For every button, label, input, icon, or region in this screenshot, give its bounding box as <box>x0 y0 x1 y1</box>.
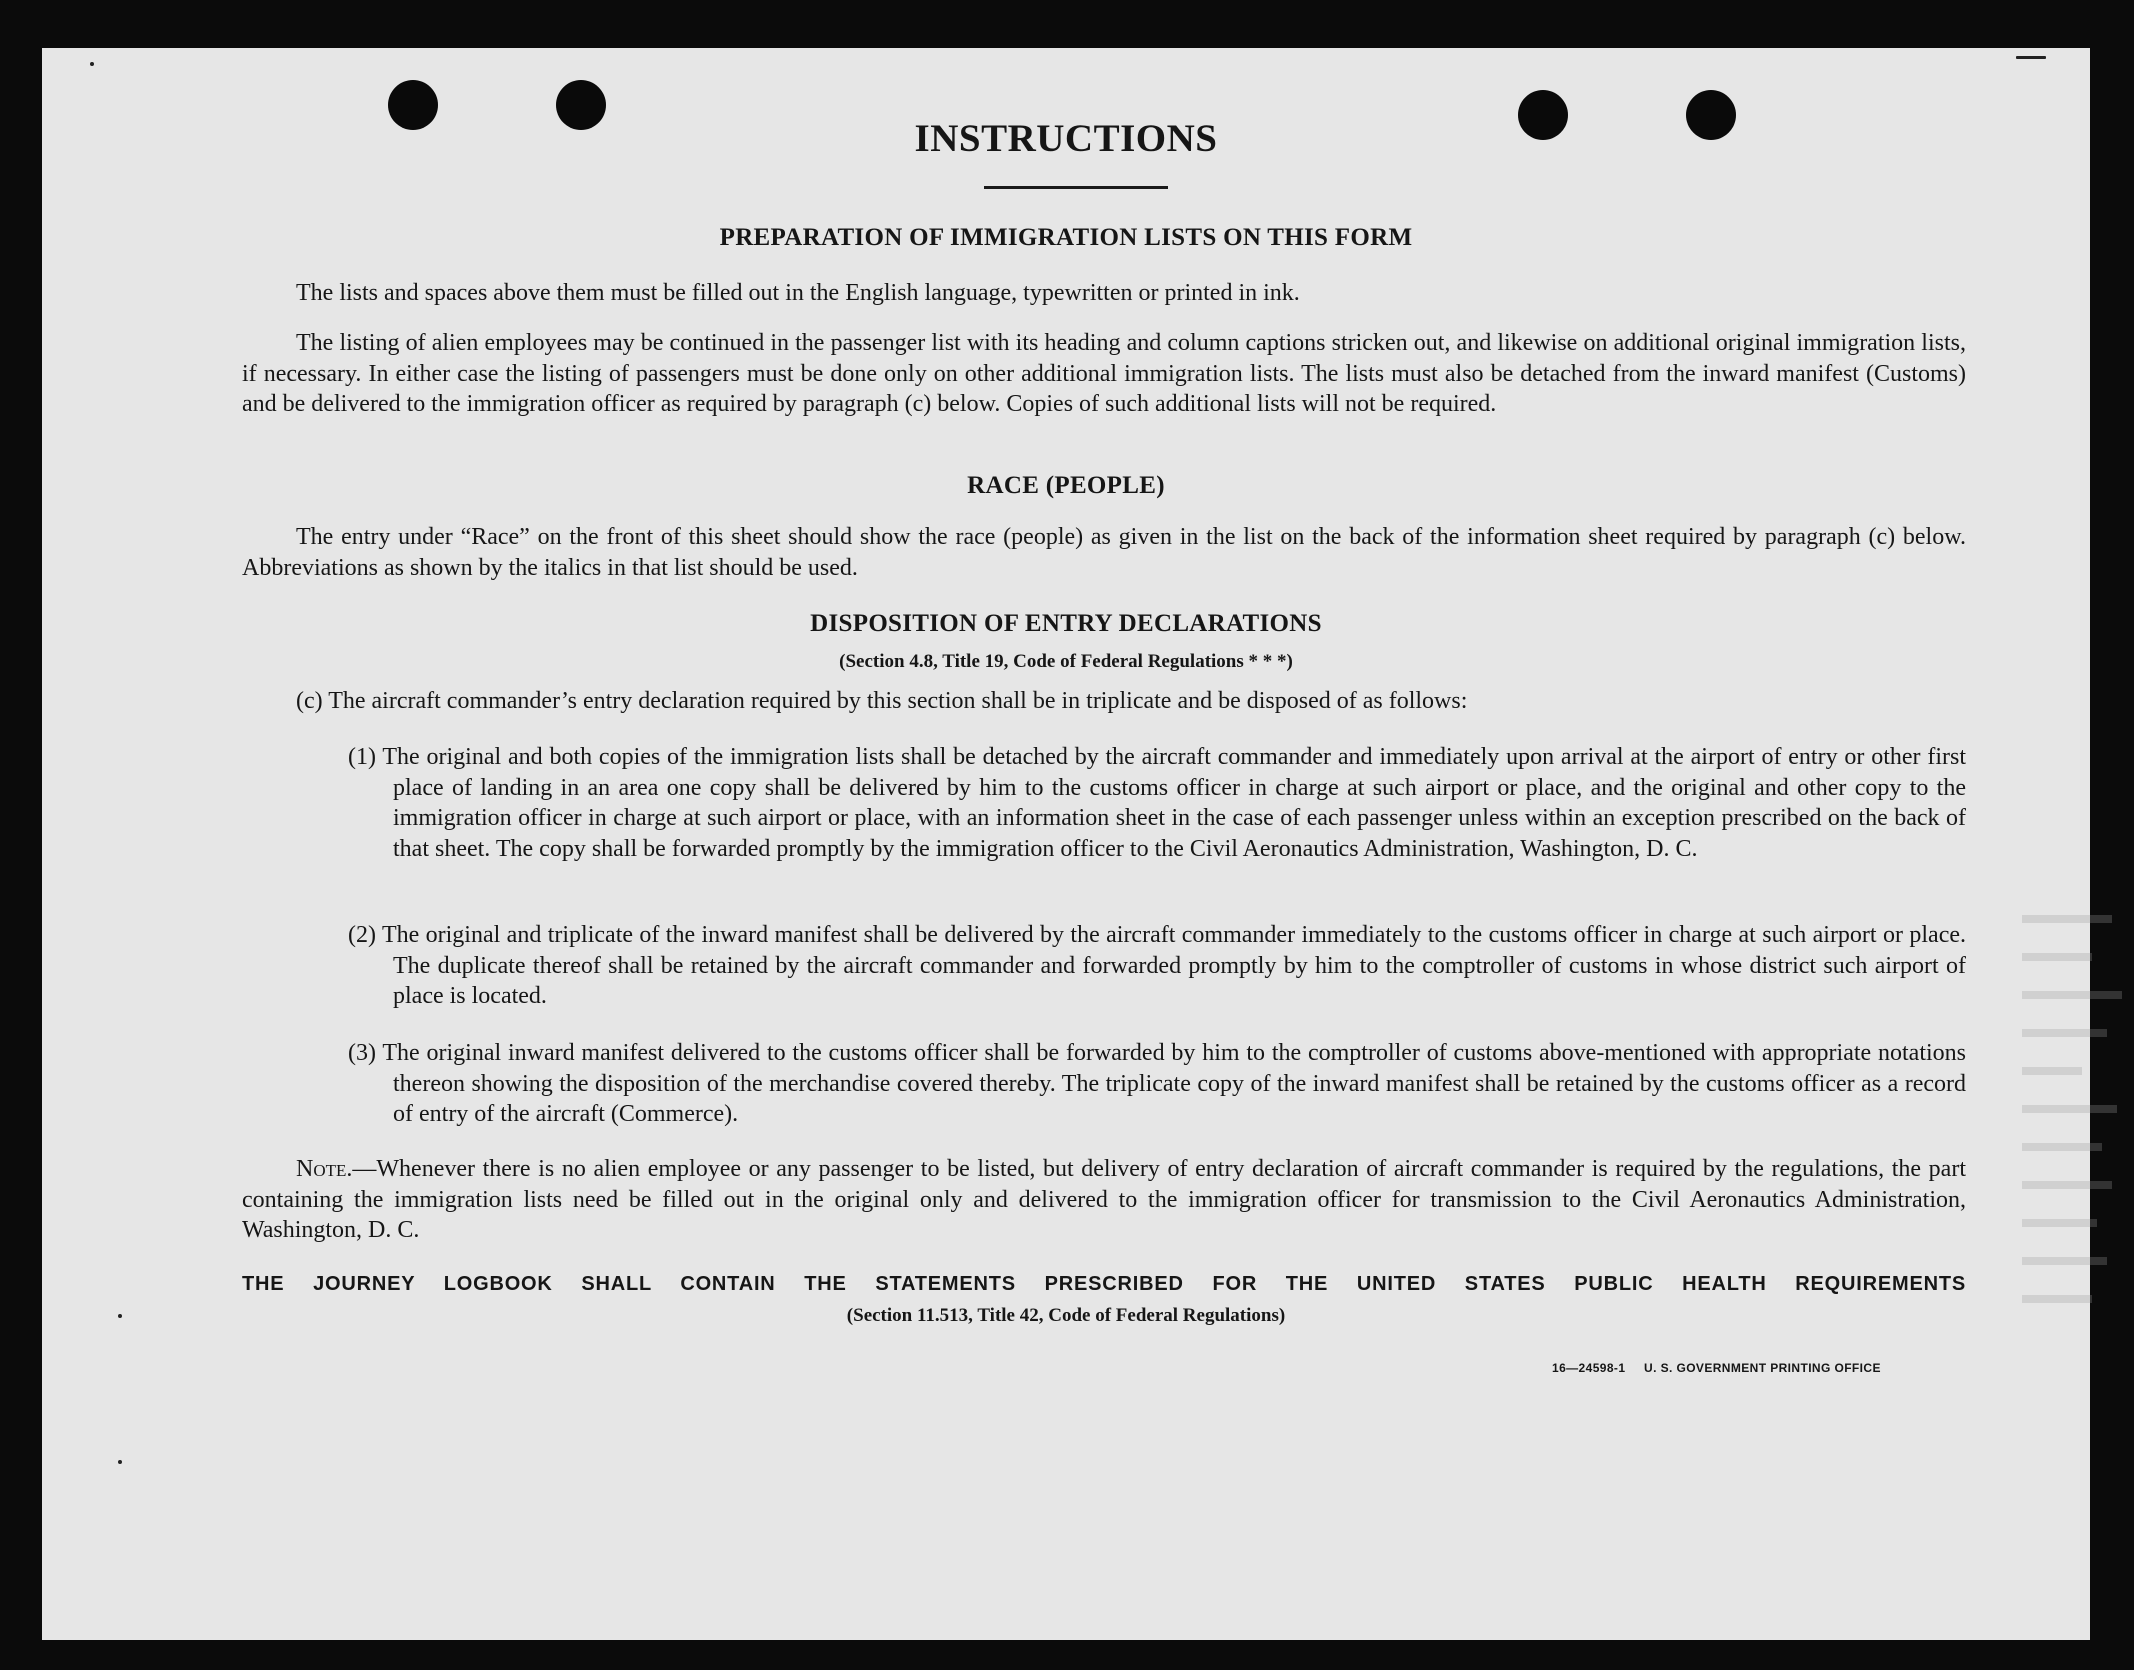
preparation-paragraph-1: The lists and spaces above them must be filled out in the English language, typewritten or printed in ink. <box>296 280 1300 306</box>
speck-mark <box>2016 56 2046 59</box>
note-label: Note. <box>296 1156 353 1182</box>
disposition-item-3: (3) The original inward manifest delivered to the customs officer shall be forwarded by him to the comptroller of customs above-mentioned with appropriate notations thereon showing the disposition of the merchandise covered thereby. The triplicate copy of the inward manifest shall be retained by the customs officer as a record of entry of the aircraft (Commerce). <box>348 1040 1966 1127</box>
printing-office-code: 16—24598-1 U. S. GOVERNMENT PRINTING OFFICE <box>1552 1361 1881 1375</box>
journey-logbook-statement: THE JOURNEY LOGBOOK SHALL CONTAIN THE STATEMENTS PRESCRIBED FOR THE UNITED STATES PUBLIC HEALTH REQUIREMENTS <box>242 1273 1966 1295</box>
title-divider <box>984 186 1168 189</box>
race-paragraph: The entry under “Race” on the front of this sheet should show the race (people) as given in the list on the back of the information sheet required by paragraph (c) below. Abbreviations as shown by the italics in that list should be used. <box>242 524 1966 581</box>
journey-logbook-citation: (Section 11.513, Title 42, Code of Federal Regulations) <box>846 1305 1286 1326</box>
note-text: —Whenever there is no alien employee or any passenger to be listed, but delivery of entry declaration of aircraft commander is required by the regulations, the part containing the immigration lists need be filled out in the original only and delivered to the immigration officer for transmission to the Civil Aeronautics Administration, Washington, D. C. <box>242 1156 1966 1243</box>
speck-mark <box>90 62 94 66</box>
disposition-citation: (Section 4.8, Title 19, Code of Federal Regulations * * *) <box>839 651 1293 672</box>
preparation-paragraph-2: The listing of alien employees may be continued in the passenger list with its heading and column captions stricken out, and likewise on additional original immigration lists, if necessary. In either case the listing of passengers must be done only on other additional immigration lists. The lists must also be detached from the inward manifest (Customs) and be delivered to the immigration officer as required by paragraph (c) below. Copies of such additional lists will not be required. <box>242 330 1966 417</box>
bleed-through-lines <box>2002 903 2132 1323</box>
disposition-item-2: (2) The original and triplicate of the inward manifest shall be delivered by the aircraft commander immediately to the customs officer in charge at such airport or place. The duplicate thereof shall be retained by the aircraft commander and forwarded promptly by him to the comptroller of customs in whose district such airport of place is located. <box>348 922 1966 1009</box>
bleed-through-texture <box>1952 866 2082 1286</box>
section-heading-race: RACE (PEOPLE) <box>967 472 1165 499</box>
page-title: INSTRUCTIONS <box>914 117 1218 160</box>
note-paragraph <box>242 1154 1966 1246</box>
section-heading-disposition: DISPOSITION OF ENTRY DECLARATIONS <box>810 610 1322 637</box>
speck-mark <box>118 1460 122 1464</box>
section-heading-preparation: PREPARATION OF IMMIGRATION LISTS ON THIS FORM <box>719 224 1413 251</box>
disposition-item-1: (1) The original and both copies of the immigration lists shall be detached by the aircraft commander and immediately upon arrival at the airport of entry or other first place of landing in an area one copy shall be delivered by him to the customs officer in charge at such airport or place, and the original and other copy to the immigration officer in charge at such airport or place, with an information sheet in the case of each passenger unless within an exception prescribed on the back of that sheet. The copy shall be forwarded promptly by the immigration officer to the Civil Aeronautics Administration, Washington, D. C. <box>348 744 1966 862</box>
disposition-intro: (c) The aircraft commander’s entry declaration required by this section shall be in triplicate and be disposed of as follows: <box>296 688 1468 714</box>
document-page <box>42 48 2090 1640</box>
